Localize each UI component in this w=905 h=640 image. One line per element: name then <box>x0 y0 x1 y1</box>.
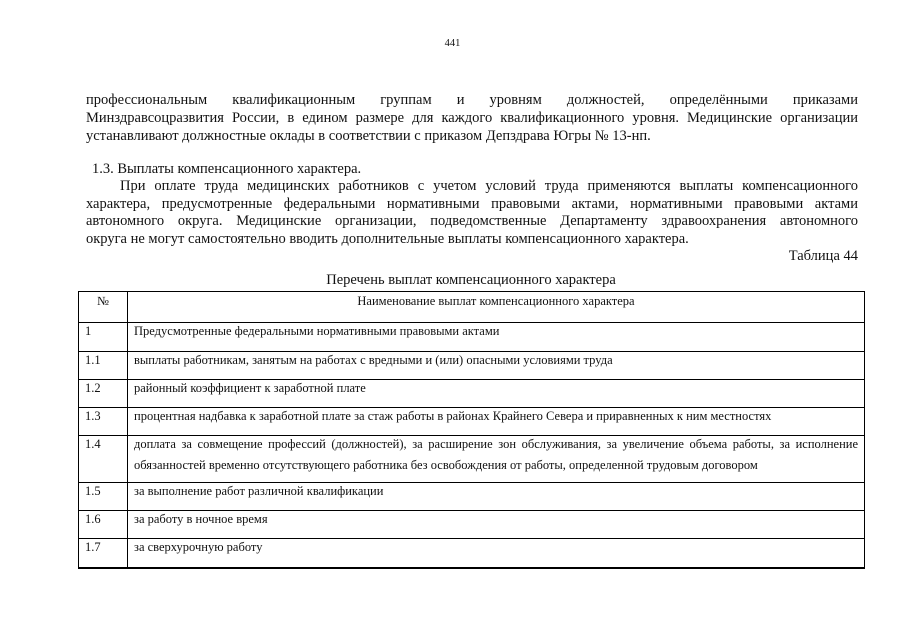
table-row <box>79 380 865 408</box>
row-number: 1.4 <box>79 436 128 483</box>
page-number: 441 <box>444 38 461 49</box>
paragraph-line: округа не могут самостоятельно вводить дополнительные выплаты компенсационного характера. <box>86 230 689 247</box>
row-number: 1.2 <box>79 380 128 408</box>
table-row <box>79 352 865 380</box>
row-text-line: районный коэффициент к заработной плате <box>134 381 366 395</box>
row-text-line: выплаты работникам, занятым на работах с вредными и (или) опасными условиями труда <box>134 353 613 367</box>
row-text <box>128 352 865 380</box>
row-text-line: за работу в ночное время <box>134 512 268 526</box>
table-row <box>79 323 865 352</box>
paragraph-line: характера, предусмотренные федеральными нормативными правовыми актами, нормативными правовыми актами <box>86 195 858 212</box>
paragraph-line: При оплате труда медицинских работников с учетом условий труда применяются выплаты компенсационного <box>120 178 858 194</box>
row-text <box>128 511 865 539</box>
row-number: 1.7 <box>79 539 128 568</box>
row-text <box>128 408 865 436</box>
paragraph-line: профессиональным квалификационным группам и уровням должностей, определёнными приказами <box>86 92 858 108</box>
row-text-line: за выполнение работ различной квалификации <box>134 484 384 498</box>
paragraph-line: автономного округа. Медицинские организации, подведомственные Департаменту здравоохранения автономного <box>86 213 858 229</box>
row-text-line: обязанностей временно отсутствующего работника без освобождения от работы, определенной трудовым договором <box>134 458 758 472</box>
paragraph-line: устанавливают должностные оклады в соответствии с приказом Депздрава Югры № 13-нп. <box>86 128 651 144</box>
row-text <box>128 380 865 408</box>
table-row <box>79 436 865 483</box>
table-header-row <box>79 292 865 323</box>
row-number: 1.6 <box>79 511 128 539</box>
row-text <box>128 539 865 568</box>
table-title: Перечень выплат компенсационного характера <box>326 272 616 288</box>
row-number: 1.5 <box>79 483 128 511</box>
row-number: 1.1 <box>79 352 128 380</box>
row-text-line: доплата за совмещение профессий (должностей), за расширение зон обслуживания, за увеличение объема работы, за исполнение <box>134 437 858 451</box>
compensation-table <box>78 291 865 569</box>
row-text-line: Предусмотренные федеральными нормативными правовыми актами <box>134 324 500 338</box>
paragraph-line: Минздравсоцразвития России, в едином размере для каждого квалификационного уровня. Медицинские организации <box>86 110 858 126</box>
row-text <box>128 483 865 511</box>
row-text <box>128 436 865 483</box>
row-number: 1.3 <box>79 408 128 436</box>
paragraph-compensation <box>86 178 858 248</box>
header-number: № <box>79 292 128 323</box>
table-row <box>79 483 865 511</box>
row-text-line: процентная надбавка к заработной плате за стаж работы в районах Крайнего Севера и приравненных к ним местностях <box>134 409 772 423</box>
table-row <box>79 539 865 568</box>
table-label: Таблица 44 <box>788 248 858 264</box>
table-row <box>79 511 865 539</box>
row-number: 1 <box>79 323 128 352</box>
row-text <box>128 323 865 352</box>
header-name: Наименование выплат компенсационного характера <box>128 292 865 323</box>
section-heading: 1.3. Выплаты компенсационного характера. <box>92 161 362 177</box>
paragraph-intro <box>86 91 858 145</box>
table-row <box>79 408 865 436</box>
row-text-line: за сверхурочную работу <box>134 540 263 554</box>
